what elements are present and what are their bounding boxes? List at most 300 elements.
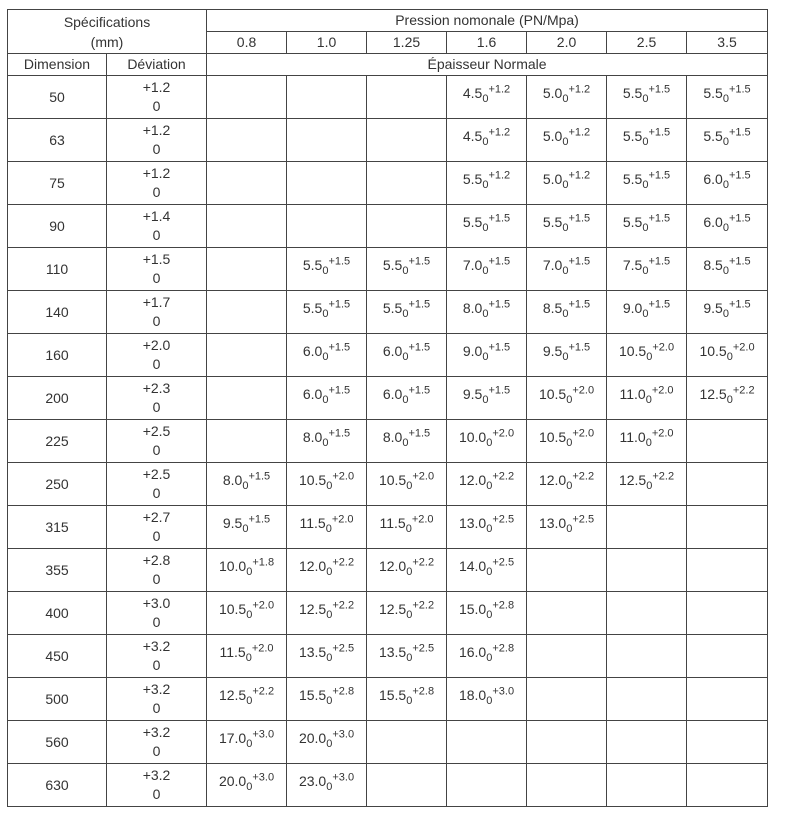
dimension-cell: 560 [8, 721, 107, 764]
thickness-cell [367, 678, 447, 721]
deviation-cell [107, 592, 207, 635]
deviation-minus: 0 [152, 743, 161, 759]
thickness-upper-tolerance: +2.0 [331, 513, 354, 526]
deviation-header: Déviation [107, 54, 207, 76]
thickness-base: 6.0 [302, 386, 323, 402]
thickness-value [298, 599, 355, 621]
thickness-upper-tolerance: +1.8 [252, 556, 275, 569]
thickness-cell [367, 291, 447, 334]
empty-cell [687, 635, 768, 678]
thickness-base: 10.5 [538, 429, 567, 445]
thickness-base: 12.5 [298, 601, 327, 617]
dimension-cell: 400 [8, 592, 107, 635]
thickness-base: 12.0 [378, 558, 407, 574]
thickness-upper-tolerance: +1.5 [728, 83, 751, 96]
thickness-value [218, 556, 275, 578]
thickness-cell [447, 420, 527, 463]
thickness-lower-tolerance: 0 [562, 92, 569, 105]
thickness-upper-tolerance: +2.0 [492, 427, 515, 440]
thickness-base: 5.0 [542, 171, 563, 187]
thickness-cell [607, 291, 687, 334]
thickness-lower-tolerance: 0 [406, 608, 413, 621]
thickness-value [703, 298, 751, 320]
thickness-upper-tolerance: +2.0 [651, 427, 674, 440]
deviation-plus: +3.2 [142, 681, 171, 697]
dimension-cell: 630 [8, 764, 107, 807]
deviation-minus: 0 [152, 786, 161, 802]
thickness-cell [527, 291, 607, 334]
thickness-base: 10.5 [618, 343, 647, 359]
thickness-lower-tolerance: 0 [566, 479, 573, 492]
thickness-upper-tolerance: +1.5 [568, 341, 591, 354]
thickness-cell [447, 119, 527, 162]
thickness-upper-tolerance: +1.5 [568, 255, 591, 268]
thickness-cell [207, 592, 287, 635]
table-row [8, 678, 768, 721]
dimension-cell: 90 [8, 205, 107, 248]
table-row [8, 76, 768, 119]
deviation-plus: +3.2 [142, 767, 171, 783]
thickness-upper-tolerance: +2.0 [411, 513, 434, 526]
thickness-base: 11.5 [379, 515, 406, 531]
empty-cell [687, 506, 768, 549]
thickness-upper-tolerance: +1.5 [648, 298, 671, 311]
thickness-base: 6.0 [703, 214, 723, 230]
pressure-header: 0.8 [207, 32, 287, 54]
thickness-value [462, 298, 511, 320]
thickness-upper-tolerance: +1.5 [568, 298, 591, 311]
thickness-lower-tolerance: 0 [482, 178, 489, 191]
thickness-base: 10.0 [218, 558, 247, 574]
thickness-upper-tolerance: +2.2 [252, 685, 275, 698]
thickness-value [703, 212, 751, 234]
table-row [8, 162, 768, 205]
thickness-upper-tolerance: +1.2 [488, 83, 511, 96]
empty-cell [607, 592, 687, 635]
thickness-base: 12.0 [458, 472, 487, 488]
thickness-upper-tolerance: +1.5 [728, 255, 751, 268]
thickness-base: 5.5 [622, 171, 643, 187]
thickness-value [378, 470, 435, 492]
thickness-base: 12.5 [378, 601, 407, 617]
thickness-upper-tolerance: +2.0 [572, 384, 595, 397]
thickness-lower-tolerance: 0 [246, 694, 253, 707]
thickness-cell [207, 635, 287, 678]
thickness-base: 10.0 [458, 429, 487, 445]
deviation-minus: 0 [152, 270, 161, 286]
thickness-base: 5.5 [622, 128, 643, 144]
thickness-upper-tolerance: +1.5 [488, 212, 511, 225]
thickness-value [378, 556, 435, 578]
deviation-cell [107, 635, 207, 678]
thickness-value [538, 384, 595, 406]
thickness-cell [607, 463, 687, 506]
empty-cell [607, 721, 687, 764]
thickness-base: 9.5 [703, 300, 723, 316]
thickness-base: 9.5 [542, 343, 563, 359]
thickness-value [622, 126, 671, 148]
thickness-value [218, 599, 275, 621]
specifications-unit: (mm) [90, 33, 124, 50]
thickness-base: 15.5 [298, 687, 327, 703]
empty-cell [207, 248, 287, 291]
thickness-upper-tolerance: +1.5 [408, 255, 431, 268]
thickness-value [622, 298, 671, 320]
deviation-cell [107, 119, 207, 162]
thickness-lower-tolerance: 0 [325, 522, 332, 535]
thickness-value [298, 771, 355, 793]
specification-table [7, 9, 768, 807]
thickness-cell [607, 248, 687, 291]
thickness-cell [367, 549, 447, 592]
specifications-header-cell [8, 10, 207, 54]
empty-cell [207, 334, 287, 377]
thickness-upper-tolerance: +3.0 [252, 728, 275, 741]
thickness-lower-tolerance: 0 [326, 479, 333, 492]
thickness-lower-tolerance: 0 [722, 221, 729, 234]
empty-cell [687, 721, 768, 764]
thickness-lower-tolerance: 0 [482, 135, 489, 148]
deviation-cell [107, 678, 207, 721]
empty-cell [687, 549, 768, 592]
thickness-base: 20.0 [218, 773, 247, 789]
deviation-cell [107, 549, 207, 592]
thickness-lower-tolerance: 0 [486, 608, 493, 621]
thickness-cell [287, 334, 367, 377]
thickness-cell [207, 678, 287, 721]
thickness-cell [607, 334, 687, 377]
thickness-value [458, 513, 515, 535]
thickness-cell [207, 764, 287, 807]
thickness-base: 5.5 [382, 300, 403, 316]
thickness-value [378, 642, 435, 664]
thickness-base: 6.0 [382, 343, 403, 359]
thickness-upper-tolerance: +1.2 [568, 169, 591, 182]
empty-cell [447, 721, 527, 764]
thickness-value [222, 513, 271, 535]
table-row [8, 506, 768, 549]
thickness-base: 20.0 [298, 730, 327, 746]
thickness-base: 5.5 [302, 300, 323, 316]
thickness-base: 8.0 [382, 429, 403, 445]
thickness-upper-tolerance: +2.0 [332, 470, 355, 483]
thickness-upper-tolerance: +1.5 [648, 83, 671, 96]
thickness-upper-tolerance: +3.0 [252, 771, 275, 784]
pressure-header: 3.5 [687, 32, 768, 54]
thickness-base: 8.0 [222, 472, 243, 488]
thickness-lower-tolerance: 0 [562, 178, 569, 191]
thickness-lower-tolerance: 0 [642, 92, 649, 105]
thickness-value [458, 556, 515, 578]
thickness-value [542, 341, 591, 363]
thickness-upper-tolerance: +2.8 [492, 642, 515, 655]
thickness-cell [527, 377, 607, 420]
thickness-upper-tolerance: +2.8 [332, 685, 355, 698]
thickness-upper-tolerance: +1.5 [648, 255, 671, 268]
thickness-base: 15.5 [378, 687, 407, 703]
deviation-minus: 0 [152, 184, 161, 200]
dimension-cell: 355 [8, 549, 107, 592]
thickness-lower-tolerance: 0 [642, 178, 649, 191]
thickness-value [302, 384, 351, 406]
empty-cell [687, 592, 768, 635]
thickness-base: 12.5 [699, 386, 727, 402]
dimension-cell: 500 [8, 678, 107, 721]
thickness-base: 5.5 [542, 214, 563, 230]
thickness-cell [607, 205, 687, 248]
empty-cell [687, 463, 768, 506]
dimension-cell: 160 [8, 334, 107, 377]
thickness-cell [447, 291, 527, 334]
empty-cell [607, 549, 687, 592]
thickness-lower-tolerance: 0 [326, 694, 333, 707]
thickness-upper-tolerance: +2.2 [732, 384, 755, 397]
thickness-cell [287, 549, 367, 592]
thickness-cell [527, 334, 607, 377]
thickness-base: 14.0 [458, 558, 487, 574]
thickness-lower-tolerance: 0 [246, 565, 253, 578]
thickness-cell [367, 635, 447, 678]
thickness-lower-tolerance: 0 [406, 565, 413, 578]
thickness-base: 8.5 [542, 300, 563, 316]
deviation-plus: +2.8 [142, 552, 171, 568]
thickness-value [302, 341, 351, 363]
deviation-cell [107, 205, 207, 248]
thickness-lower-tolerance: 0 [326, 651, 333, 664]
thickness-upper-tolerance: +1.5 [248, 470, 271, 483]
thickness-base: 12.0 [298, 558, 327, 574]
thickness-base: 10.5 [699, 343, 727, 359]
empty-cell [367, 162, 447, 205]
thickness-lower-tolerance: 0 [642, 307, 649, 320]
thickness-value [302, 255, 351, 277]
dimension-cell: 315 [8, 506, 107, 549]
thickness-value [298, 556, 355, 578]
thickness-cell [527, 420, 607, 463]
thickness-lower-tolerance: 0 [566, 522, 573, 535]
thickness-cell [447, 506, 527, 549]
thickness-upper-tolerance: +1.5 [408, 341, 431, 354]
table-row [8, 119, 768, 162]
thickness-lower-tolerance: 0 [326, 737, 333, 750]
thickness-upper-tolerance: +1.5 [408, 384, 431, 397]
dimension-cell: 200 [8, 377, 107, 420]
thickness-base: 4.5 [462, 128, 483, 144]
empty-cell [367, 764, 447, 807]
thickness-lower-tolerance: 0 [322, 307, 329, 320]
thickness-lower-tolerance: 0 [482, 264, 489, 277]
thickness-base: 18.0 [458, 687, 487, 703]
thickness-lower-tolerance: 0 [722, 135, 729, 148]
dimension-cell: 75 [8, 162, 107, 205]
thickness-upper-tolerance: +1.2 [488, 169, 511, 182]
thickness-base: 16.0 [458, 644, 487, 660]
thickness-cell [447, 334, 527, 377]
deviation-minus: 0 [152, 442, 161, 458]
thickness-value [542, 83, 591, 105]
thickness-value [218, 728, 275, 750]
thickness-cell [687, 291, 768, 334]
thickness-cell [287, 635, 367, 678]
thickness-base: 13.0 [458, 515, 487, 531]
thickness-upper-tolerance: +1.5 [328, 255, 351, 268]
thickness-cell [447, 377, 527, 420]
thickness-base: 10.5 [378, 472, 407, 488]
empty-cell [607, 506, 687, 549]
thickness-base: 11.5 [299, 515, 326, 531]
thickness-upper-tolerance: +2.0 [652, 341, 675, 354]
thickness-lower-tolerance: 0 [722, 264, 729, 277]
thickness-value [703, 83, 751, 105]
thickness-upper-tolerance: +3.0 [332, 771, 355, 784]
dimension-cell: 140 [8, 291, 107, 334]
thickness-upper-tolerance: +1.5 [488, 298, 511, 311]
table-row [8, 721, 768, 764]
thickness-lower-tolerance: 0 [562, 135, 569, 148]
empty-cell [207, 162, 287, 205]
thickness-base: 15.0 [458, 601, 487, 617]
empty-cell [207, 291, 287, 334]
deviation-minus: 0 [152, 399, 161, 415]
deviation-cell [107, 248, 207, 291]
deviation-minus: 0 [152, 141, 161, 157]
thickness-base: 5.0 [542, 128, 563, 144]
thickness-lower-tolerance: 0 [642, 221, 649, 234]
thickness-upper-tolerance: +1.5 [648, 212, 671, 225]
pressure-title: Pression nomonale (PN/Mpa) [207, 10, 768, 32]
thickness-value [458, 470, 515, 492]
thickness-cell [527, 119, 607, 162]
thickness-upper-tolerance: +1.5 [648, 169, 671, 182]
thickness-cell [687, 76, 768, 119]
thickness-upper-tolerance: +3.0 [332, 728, 355, 741]
empty-cell [447, 764, 527, 807]
thickness-cell [287, 291, 367, 334]
deviation-plus: +2.5 [142, 423, 171, 439]
thickness-base: 9.5 [462, 386, 483, 402]
thickness-cell [367, 420, 447, 463]
dimension-cell: 50 [8, 76, 107, 119]
thickness-base: 12.0 [538, 472, 567, 488]
deviation-minus: 0 [152, 227, 161, 243]
thickness-upper-tolerance: +1.5 [328, 298, 351, 311]
thickness-lower-tolerance: 0 [405, 522, 412, 535]
empty-cell [607, 635, 687, 678]
thickness-cell [287, 721, 367, 764]
thickness-upper-tolerance: +2.0 [252, 599, 275, 612]
thickness-base: 5.5 [462, 214, 483, 230]
empty-cell [527, 635, 607, 678]
thickness-cell [287, 463, 367, 506]
thickness-base: 6.0 [703, 171, 723, 187]
thickness-base: 11.0 [619, 386, 646, 402]
thickness-value [703, 126, 751, 148]
thickness-upper-tolerance: +1.5 [328, 427, 351, 440]
thickness-base: 17.0 [218, 730, 247, 746]
deviation-plus: +3.0 [142, 595, 171, 611]
thickness-value [462, 126, 511, 148]
thickness-cell [687, 334, 768, 377]
table-row [8, 420, 768, 463]
header-row-3 [8, 54, 768, 76]
thickness-value [703, 169, 751, 191]
thickness-upper-tolerance: +2.0 [251, 642, 274, 655]
thickness-value [218, 685, 275, 707]
dimension-cell: 225 [8, 420, 107, 463]
thickness-value [458, 642, 515, 664]
thickness-lower-tolerance: 0 [642, 135, 649, 148]
thickness-base: 13.0 [538, 515, 567, 531]
deviation-cell [107, 463, 207, 506]
deviation-cell [107, 377, 207, 420]
table-row [8, 377, 768, 420]
thickness-upper-tolerance: +1.5 [568, 212, 591, 225]
thickness-cell [447, 592, 527, 635]
thickness-cell [447, 678, 527, 721]
thickness-upper-tolerance: +2.2 [572, 470, 595, 483]
thickness-base: 7.5 [622, 257, 643, 273]
thickness-lower-tolerance: 0 [406, 694, 413, 707]
thickness-lower-tolerance: 0 [646, 479, 653, 492]
thickness-cell [527, 248, 607, 291]
thickness-value [382, 255, 431, 277]
thickness-base: 9.0 [462, 343, 483, 359]
empty-cell [287, 205, 367, 248]
empty-cell [207, 119, 287, 162]
thickness-value [222, 470, 271, 492]
thickness-upper-tolerance: +1.5 [408, 427, 431, 440]
deviation-minus: 0 [152, 313, 161, 329]
thickness-lower-tolerance: 0 [726, 393, 733, 406]
thickness-value [378, 599, 435, 621]
thickness-cell [447, 205, 527, 248]
thickness-value [218, 771, 275, 793]
thickness-lower-tolerance: 0 [482, 393, 489, 406]
deviation-plus: +1.7 [142, 294, 171, 310]
thickness-upper-tolerance: +2.0 [651, 384, 674, 397]
thickness-value [382, 341, 431, 363]
thickness-upper-tolerance: +1.5 [488, 255, 511, 268]
table-row [8, 635, 768, 678]
empty-cell [207, 377, 287, 420]
thickness-lower-tolerance: 0 [402, 264, 409, 277]
empty-cell [607, 678, 687, 721]
table-row [8, 248, 768, 291]
thickness-value [382, 427, 431, 449]
thickness-upper-tolerance: +2.8 [492, 599, 515, 612]
thickness-base: 8.0 [462, 300, 483, 316]
thickness-cell [687, 248, 768, 291]
thickness-cell [287, 592, 367, 635]
thickness-cell [447, 549, 527, 592]
thickness-cell [607, 420, 687, 463]
thickness-value [699, 384, 755, 406]
thickness-upper-tolerance: +1.5 [488, 384, 511, 397]
thickness-cell [447, 76, 527, 119]
thickness-lower-tolerance: 0 [246, 608, 253, 621]
thickness-lower-tolerance: 0 [326, 565, 333, 578]
thickness-cell [287, 506, 367, 549]
deviation-plus: +1.2 [142, 165, 171, 181]
thickness-base: 10.5 [298, 472, 327, 488]
thickness-cell [527, 162, 607, 205]
thickness-lower-tolerance: 0 [486, 522, 493, 535]
thickness-cell [687, 162, 768, 205]
deviation-plus: +2.7 [142, 509, 171, 525]
thickness-lower-tolerance: 0 [562, 264, 569, 277]
thickness-lower-tolerance: 0 [406, 479, 413, 492]
thickness-upper-tolerance: +1.5 [648, 126, 671, 139]
